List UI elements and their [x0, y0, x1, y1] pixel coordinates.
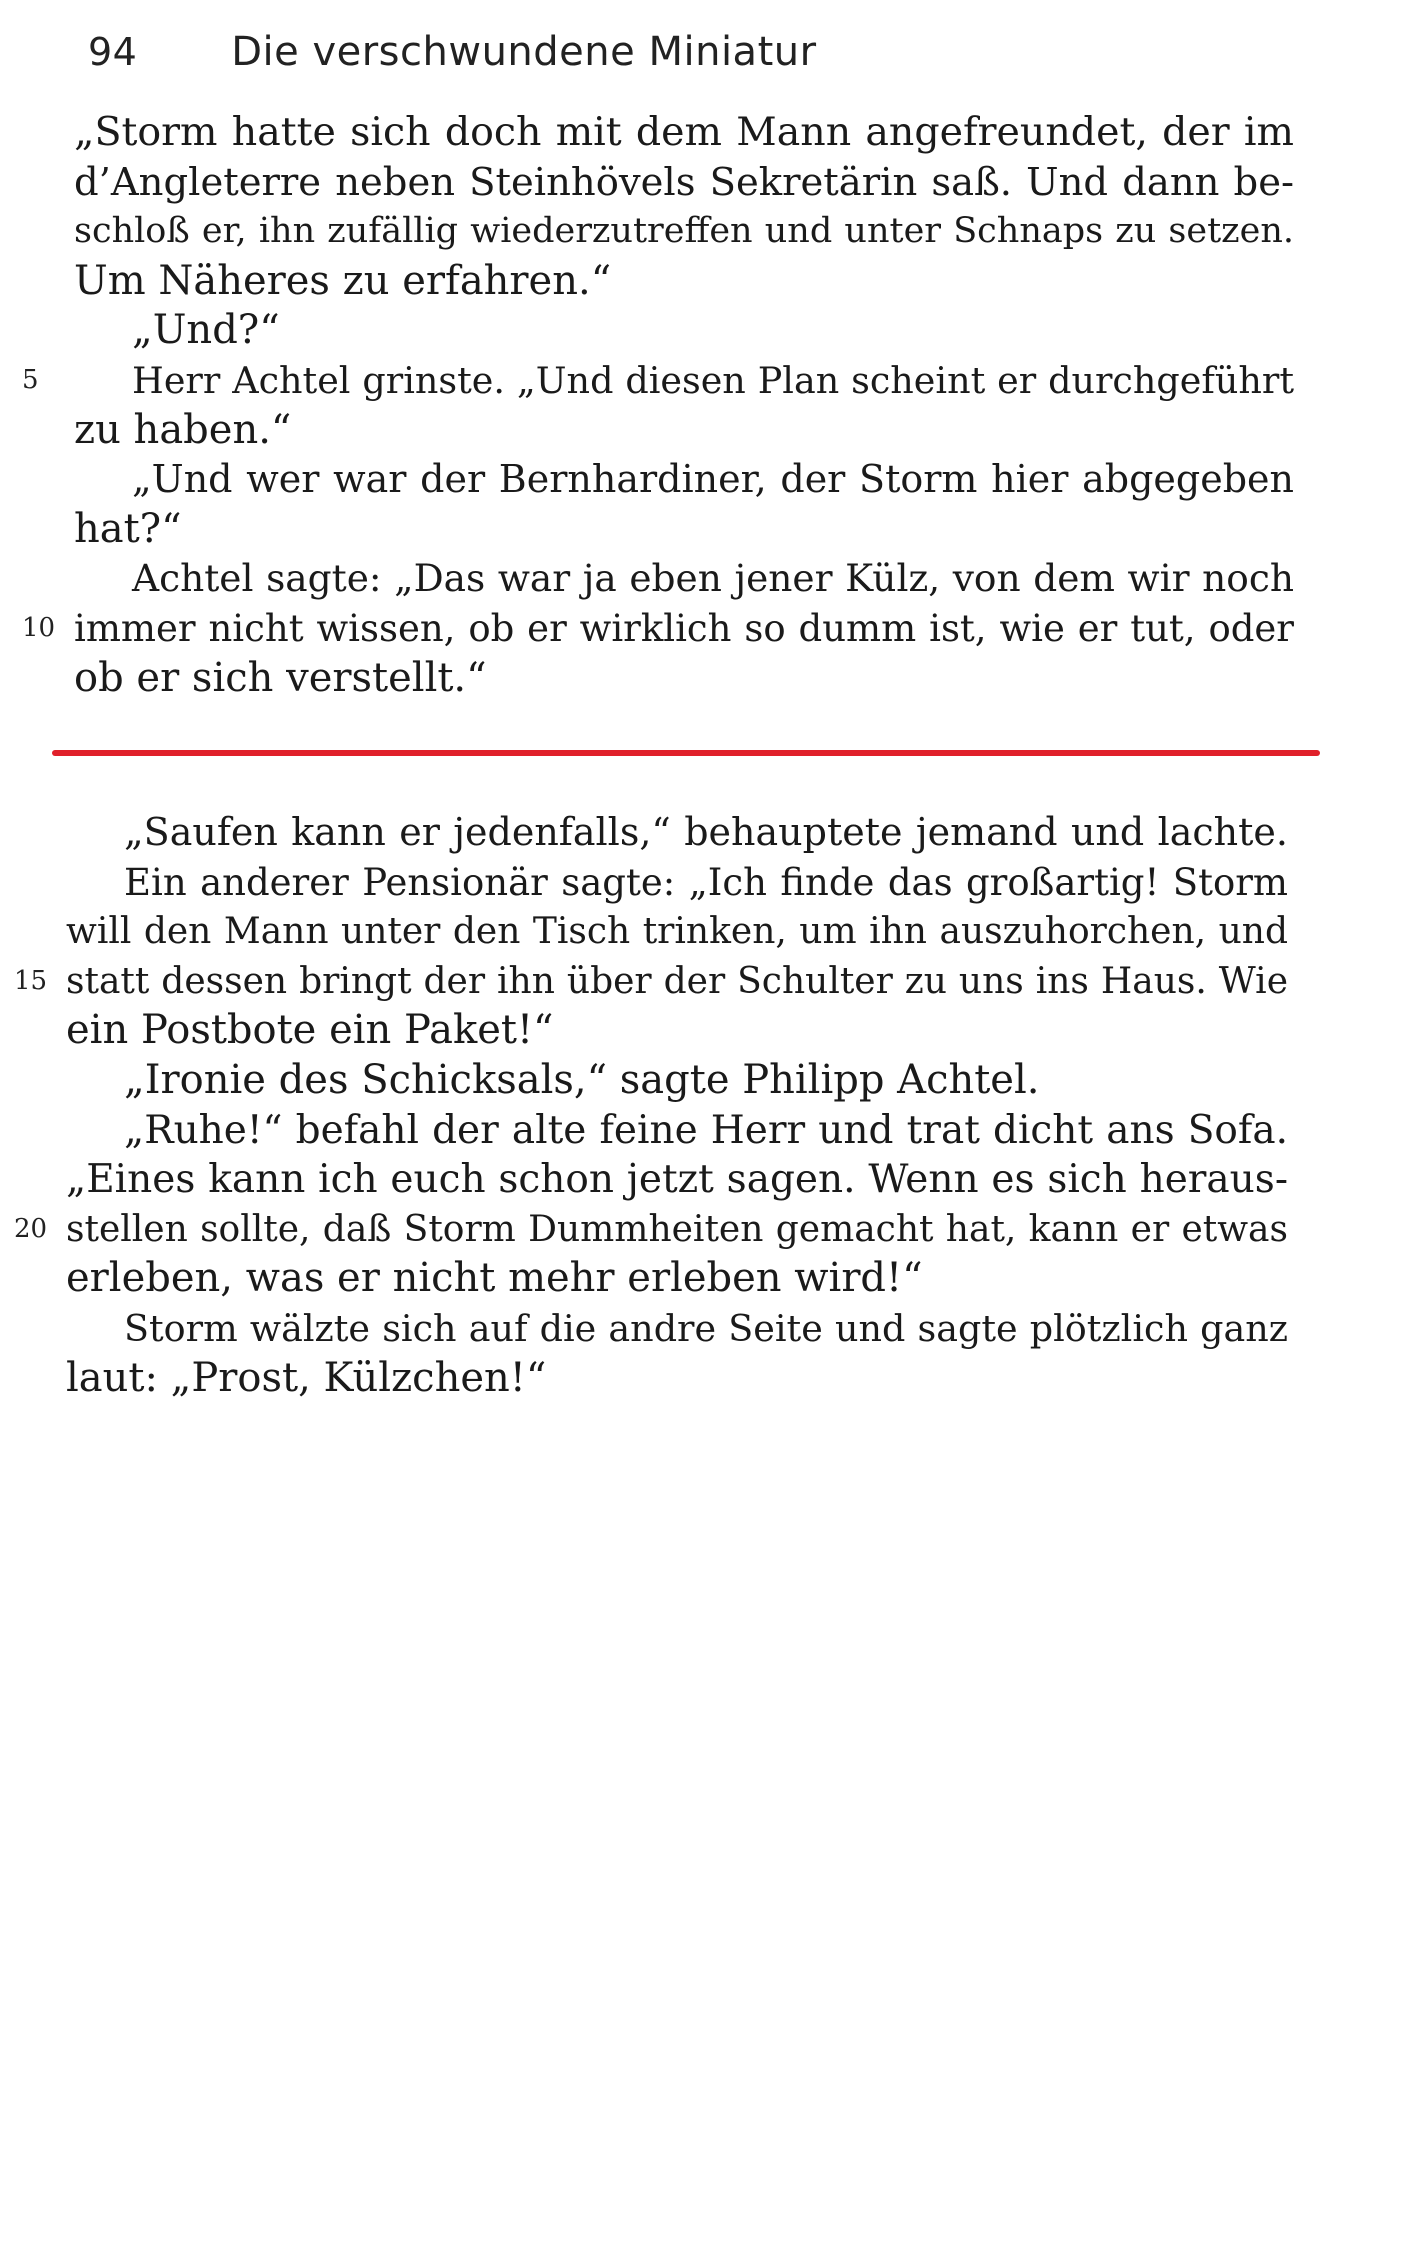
text-line — [66, 907, 1288, 957]
line-text: Herr Achtel grinste. „Und diesen Plan scheint er durchgeführt — [132, 358, 1294, 402]
text-line — [66, 1254, 1288, 1304]
text-line — [74, 455, 1294, 505]
text-line — [74, 654, 1294, 704]
line-text: Achtel sagte: „Das war ja eben jener Külz, von dem wir noch — [132, 556, 1294, 601]
line-text: erleben, was er nicht mehr erleben wird!“ — [66, 1255, 923, 1302]
page-number: 94 — [88, 30, 138, 74]
text-line — [74, 207, 1294, 257]
line-number: 15 — [14, 965, 48, 996]
line-text: „Storm hatte sich doch mit dem Mann angefreundet, der im — [74, 109, 1294, 155]
text-line — [74, 306, 1294, 356]
line-text: Storm wälzte sich auf die andre Seite und sagte plötzlich ganz — [124, 1306, 1288, 1350]
text-line — [74, 158, 1294, 208]
running-title: Die verschwundene Miniatur — [231, 29, 817, 75]
text-line — [66, 1006, 1288, 1056]
text-line — [66, 1106, 1288, 1156]
text-line — [22, 356, 1294, 406]
text-line — [66, 1155, 1288, 1205]
line-number: 10 — [22, 612, 56, 643]
line-text: immer nicht wissen, ob er wirklich so dumm ist, wie er tut, oder — [74, 606, 1294, 650]
line-text: will den Mann unter den Tisch trinken, um ihn auszuhorchen, und — [66, 911, 1288, 953]
text-line — [74, 108, 1294, 158]
text-block-lower — [14, 808, 1288, 1403]
text-line — [74, 554, 1294, 604]
text-line — [74, 505, 1294, 555]
line-text: d’Angleterre neben Steinhövels Sekretärin saß. Und dann be- — [74, 159, 1294, 205]
text-line — [66, 858, 1288, 908]
line-text: ein Postbote ein Paket!“ — [66, 1007, 554, 1054]
running-head — [88, 22, 817, 82]
line-text: „Eines kann ich euch schon jetzt sagen. Wenn es sich heraus- — [66, 1157, 1288, 1203]
line-text: „Ironie des Schicksals,“ sagte Philipp Achtel. — [124, 1056, 1040, 1103]
line-text: Um Näheres zu erfahren.“ — [74, 257, 612, 304]
line-text: ob er sich verstellt.“ — [74, 654, 487, 701]
line-text: schloß er, ihn zufällig wiederzutreffen und unter Schnaps zu setzen. — [74, 211, 1294, 252]
text-block-upper — [22, 108, 1294, 703]
line-text: „Und wer war der Bernhardiner, der Storm hier abgegeben — [132, 457, 1294, 502]
text-line — [66, 1354, 1288, 1404]
text-line — [74, 257, 1294, 307]
line-text: „Und?“ — [132, 307, 280, 354]
text-line — [66, 1304, 1288, 1354]
line-number: 5 — [22, 364, 39, 395]
text-line — [66, 1056, 1288, 1106]
red-divider-line — [52, 750, 1320, 756]
line-text: „Saufen kann er jedenfalls,“ behauptete jemand und lachte. — [124, 810, 1288, 854]
line-text: laut: „Prost, Külzchen!“ — [66, 1354, 547, 1401]
line-number: 20 — [14, 1213, 48, 1244]
line-text: stellen sollte, daß Storm Dummheiten gemacht hat, kann er etwas — [66, 1208, 1288, 1250]
text-line — [14, 957, 1288, 1007]
line-text: statt dessen bringt der ihn über der Schulter zu uns ins Haus. Wie — [66, 960, 1288, 1002]
line-text: zu haben.“ — [74, 406, 292, 453]
line-text: „Ruhe!“ befahl der alte feine Herr und trat dicht ans Sofa. — [124, 1107, 1288, 1153]
line-text: Ein anderer Pensionär sagte: „Ich finde das großartig! Storm — [124, 860, 1288, 904]
text-line — [14, 1205, 1288, 1255]
text-line — [66, 808, 1288, 858]
text-line — [22, 604, 1294, 654]
line-text: hat?“ — [74, 505, 182, 552]
text-line — [74, 406, 1294, 456]
